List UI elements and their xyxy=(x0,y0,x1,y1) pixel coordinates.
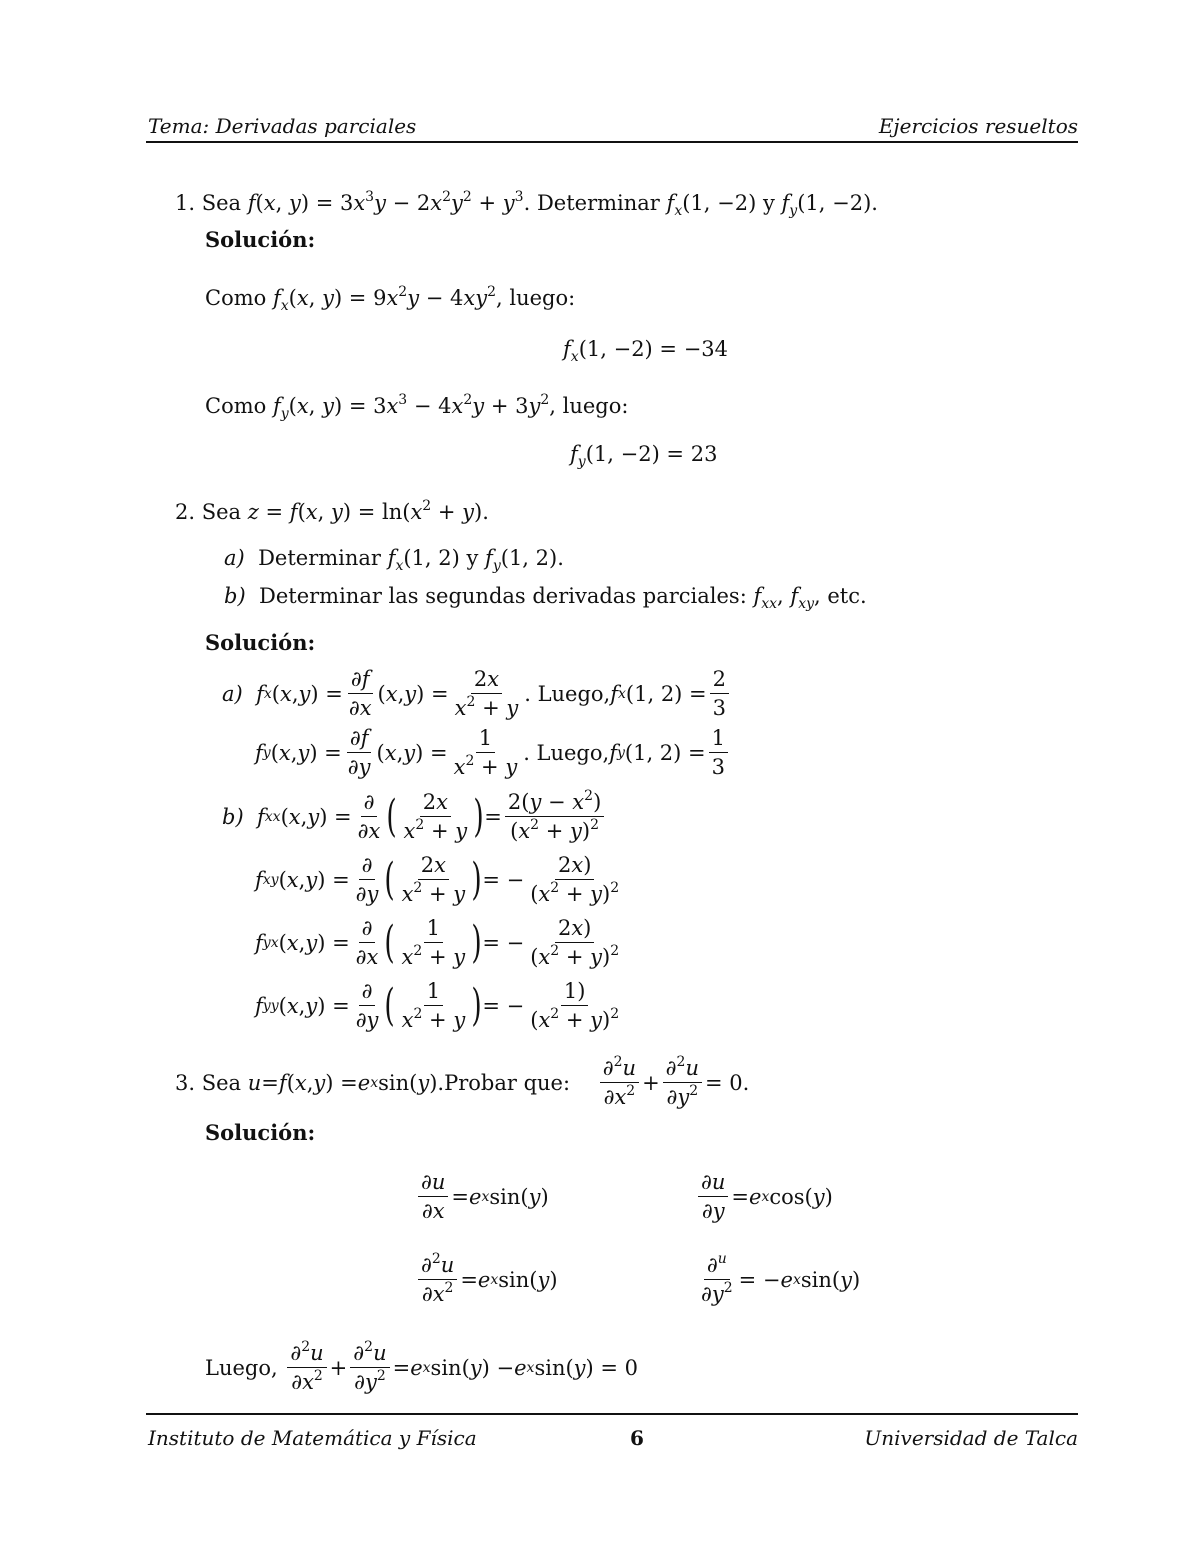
fy-result: $f_y(1$, −2) = 23 xyxy=(570,442,718,470)
exercise-1-statement: 1. Sea f(x, $y) = 3x^3y - 2x^2y^2 + y^3$. Determinar $f_x(1$, −2) y $f_y(1$, −2). xyxy=(175,189,878,219)
exercise-2b: b) Determinar las segundas derivadas parciales: $f_{xx}$, $f_{xy}$, etc. xyxy=(224,584,867,612)
laplace-conclusion: Luego, ∂$^2$u $\partial x^2$ + ∂$^2$u $\partial y^2$ = e x sin( y ) − e x sin( y ) = 0 xyxy=(205,1339,639,1395)
header-rule xyxy=(146,141,1078,143)
page-number: 6 xyxy=(630,1426,644,1450)
solution-label-1: Solución: xyxy=(205,227,316,252)
solution-2b-fyx: f yx ( x , y ) = ∂ ∂x ( 1 $x^2 + y$ ) = − 2x) $(x^2 + y)^2$ xyxy=(255,916,620,970)
solution-2a-fy: f y ( x , y ) = ∂f ∂y ( x , y ) = 1 $x^2 + y$ . Luego, f y (1, 2) = 1 3 xyxy=(255,726,731,779)
header-left: Tema: Derivadas parciales xyxy=(148,114,417,138)
exercise-2a: a) Determinar $f_x(1$, 2) y $f_y(1$, 2). xyxy=(224,546,564,574)
d2u-dy2: ∂$^u$ $\partial y^2$ = − e x sin( y ) xyxy=(701,1251,861,1307)
d2u-dx2: ∂$^2$u $\partial x^2$ = e x sin( y ) xyxy=(415,1253,558,1306)
exercise-2-statement: 2. Sea z = f(x, $y) = \ln(x^2 + y)$. xyxy=(175,498,489,524)
solution-2b-fyy: f yy ( x , y ) = ∂ ∂y ( 1 $x^2 + y$ ) = − 1) $(x^2 + y)^2$ xyxy=(255,979,620,1033)
fx-line: Como $f_x(x$, $y) = 9x^2y - 4xy^2$, luego: xyxy=(205,284,576,314)
du-dx: ∂u ∂x = e x sin( y ) xyxy=(415,1170,549,1223)
solution-2b-fxx: b) f xx ( x , y ) = ∂ ∂x ( 2x $x^2 + y$ ) = $2(y - x^2)$ $(x^2 + y)^2$ xyxy=(222,790,607,843)
solution-label-3: Solución: xyxy=(205,1120,316,1145)
footer-left: Instituto de Matemática y Física xyxy=(148,1426,477,1450)
solution-2b-fxy: f xy ( x , y ) = ∂ ∂y ( 2x $x^2 + y$ ) = − 2x) $(x^2 + y)^2$ xyxy=(255,853,620,907)
header-right: Ejercicios resueltos xyxy=(878,114,1078,138)
solution-2a-fx: a) f x ( x , y ) = ∂f ∂x ( x , y ) = 2x $x^2 + y$ . Luego, f x (1, 2) = 2 3 xyxy=(222,667,732,720)
fy-line: Como $f_y(x$, $y) = 3x^3 - 4x^2y + 3y^2$, luego: xyxy=(205,392,629,422)
exercise-3-statement: 3. Sea u = f ( x , y ) = e x sin( y ). Probar que: ∂$^2$u $\partial x^2$ + ∂$^2$u $\partial y^2$ = 0. xyxy=(175,1054,750,1110)
du-dy: ∂u ∂y = e x cos( y ) xyxy=(695,1170,833,1223)
footer-rule xyxy=(146,1413,1078,1415)
solution-label-2: Solución: xyxy=(205,630,316,655)
fx-result: $f_x(1$, −2) = −34 xyxy=(563,337,729,365)
footer-right: Universidad de Talca xyxy=(864,1426,1078,1450)
